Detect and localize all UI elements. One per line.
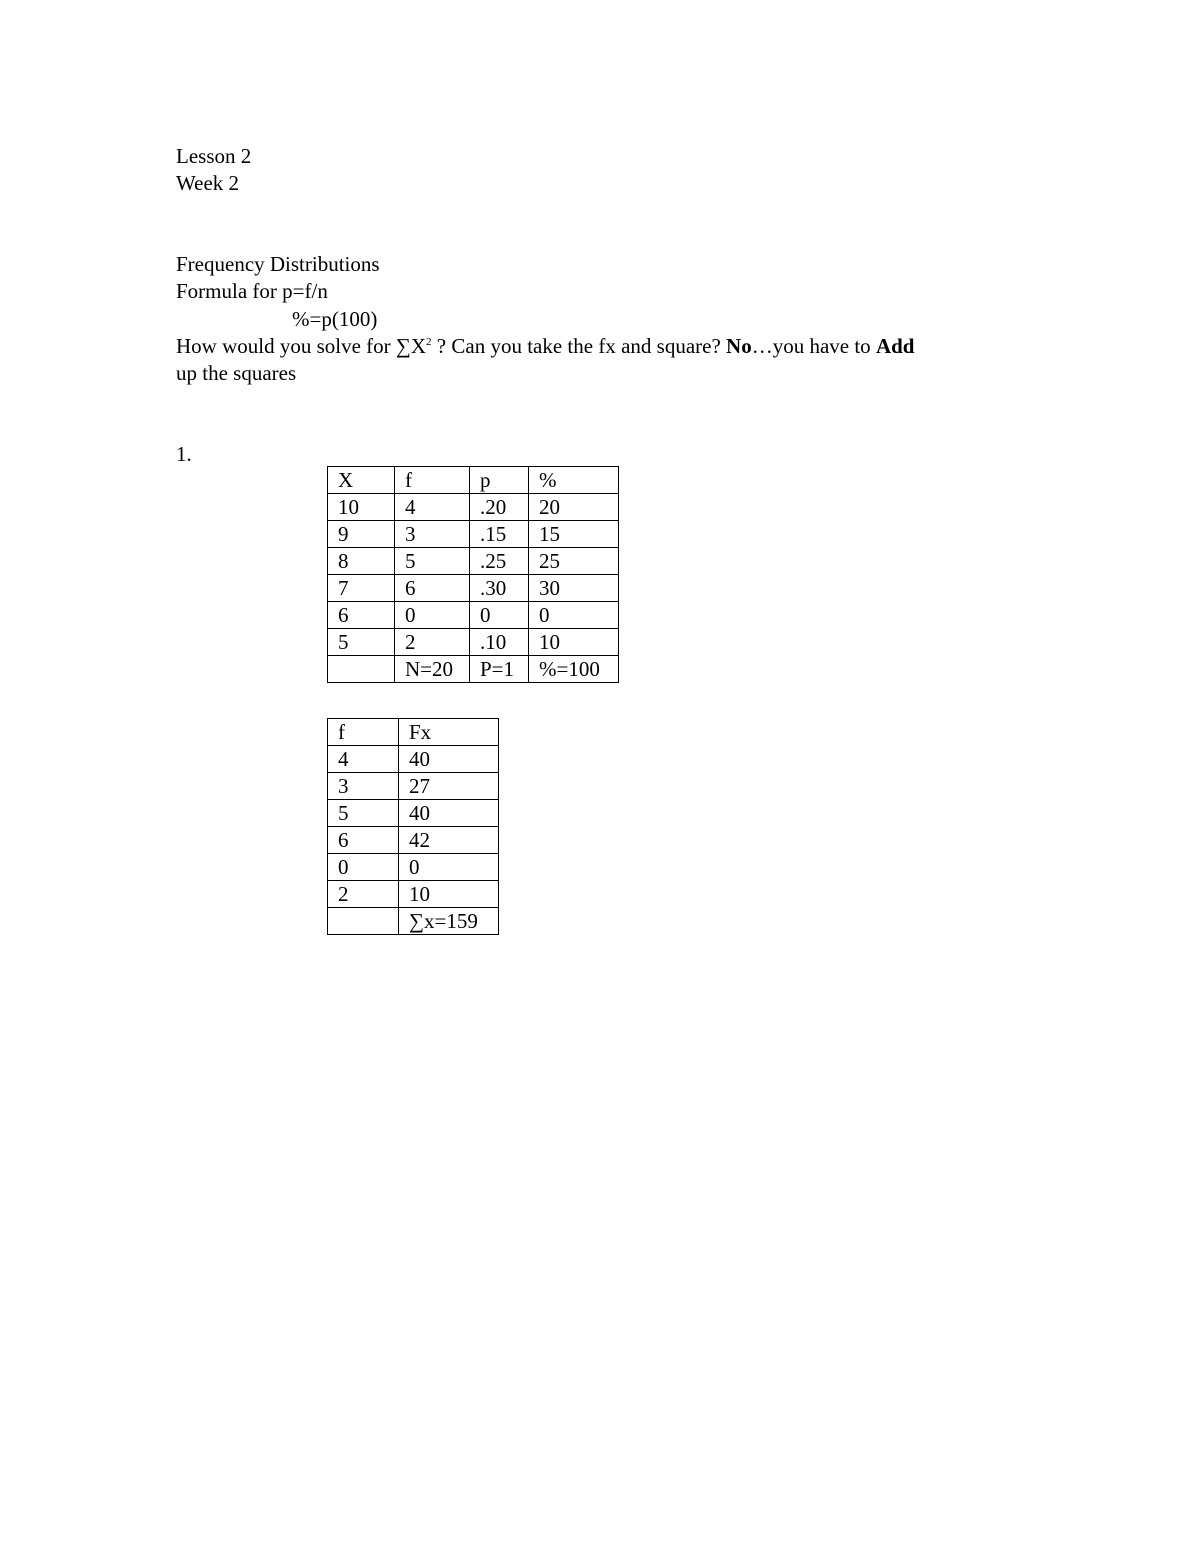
- header-cell: X: [328, 467, 395, 494]
- header-cell: p: [470, 467, 529, 494]
- table-cell: 6: [328, 827, 399, 854]
- table-row: [328, 575, 619, 602]
- table-cell: %=100: [529, 656, 619, 683]
- table-cell: 7: [328, 575, 395, 602]
- sigma-x-symbol: ∑X: [395, 334, 427, 358]
- table-row: [328, 521, 619, 548]
- question-line-1: [176, 333, 914, 360]
- answer-add: Add: [875, 334, 915, 358]
- header-cell: f: [395, 467, 470, 494]
- table-row: [328, 629, 619, 656]
- header-cell: f: [328, 719, 399, 746]
- topic-title: Frequency Distributions: [176, 252, 380, 276]
- frequency-table: [327, 466, 619, 683]
- table-cell: 42: [399, 827, 499, 854]
- table-cell: 6: [395, 575, 470, 602]
- table-row: [328, 746, 499, 773]
- question-text-c: …you have to: [751, 334, 876, 358]
- table-cell: 0: [395, 602, 470, 629]
- formula-p: Formula for p=f/n: [176, 279, 328, 303]
- table-cell: [328, 656, 395, 683]
- table-cell: 10: [529, 629, 619, 656]
- header-cell: %: [529, 467, 619, 494]
- table-cell: 30: [529, 575, 619, 602]
- header-row: [328, 467, 619, 494]
- header-cell: Fx: [399, 719, 499, 746]
- question-text-b: ? Can you take the fx and square?: [431, 334, 727, 358]
- table-row: [328, 494, 619, 521]
- table-cell: N=20: [395, 656, 470, 683]
- table-cell: 10: [328, 494, 395, 521]
- table-row: [328, 548, 619, 575]
- table-cell: 5: [328, 800, 399, 827]
- table-cell: 0: [470, 602, 529, 629]
- table-cell: .30: [470, 575, 529, 602]
- table-cell: .10: [470, 629, 529, 656]
- table-cell: .20: [470, 494, 529, 521]
- table-cell: 2: [395, 629, 470, 656]
- header-row: [328, 719, 499, 746]
- table-cell: 3: [328, 773, 399, 800]
- table-cell: 9: [328, 521, 395, 548]
- table-cell: 3: [395, 521, 470, 548]
- table-cell: ∑x=159: [399, 908, 499, 935]
- table-row: [328, 854, 499, 881]
- exponent: 2: [426, 336, 432, 348]
- table-cell: .25: [470, 548, 529, 575]
- table-cell: P=1: [470, 656, 529, 683]
- table-row: [328, 827, 499, 854]
- table-cell: 4: [395, 494, 470, 521]
- table-row: [328, 656, 619, 683]
- table-row: [328, 800, 499, 827]
- table-cell: .15: [470, 521, 529, 548]
- table-cell: [328, 908, 399, 935]
- table-cell: 6: [328, 602, 395, 629]
- answer-no: No: [726, 334, 752, 358]
- table-cell: 0: [399, 854, 499, 881]
- fx-table: [327, 718, 499, 935]
- table-row: [328, 908, 499, 935]
- table-cell: 8: [328, 548, 395, 575]
- table-cell: 15: [529, 521, 619, 548]
- table-cell: 40: [399, 800, 499, 827]
- problem-number: 1.: [176, 442, 192, 466]
- table-cell: 25: [529, 548, 619, 575]
- table-cell: 20: [529, 494, 619, 521]
- table-cell: 5: [328, 629, 395, 656]
- table-row: [328, 602, 619, 629]
- week-title: Week 2: [176, 171, 240, 195]
- table-cell: 2: [328, 881, 399, 908]
- table-row: [328, 773, 499, 800]
- table-cell: 10: [399, 881, 499, 908]
- table-cell: 4: [328, 746, 399, 773]
- question-line-2: up the squares: [176, 361, 297, 385]
- question-text-a: How would you solve for: [176, 334, 396, 358]
- formula-percent: %=p(100): [292, 307, 378, 331]
- lesson-title: Lesson 2: [176, 144, 252, 168]
- table-cell: 0: [328, 854, 399, 881]
- table-cell: 0: [529, 602, 619, 629]
- table-row: [328, 881, 499, 908]
- table-cell: 27: [399, 773, 499, 800]
- table-cell: 40: [399, 746, 499, 773]
- table-cell: 5: [395, 548, 470, 575]
